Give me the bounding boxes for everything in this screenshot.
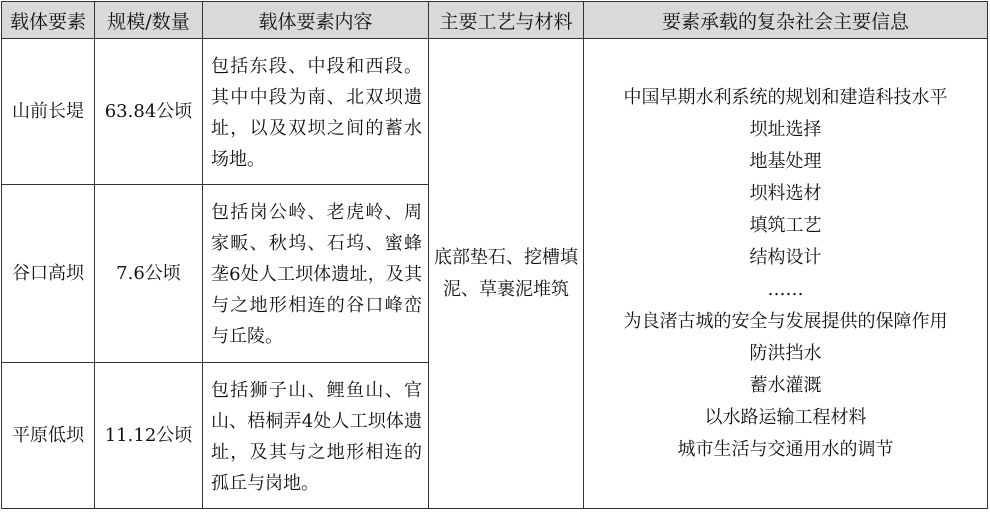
info-line: 填筑工艺: [749, 214, 822, 236]
heritage-elements-table: [1, 1, 988, 509]
header-carrier: 载体要素: [2, 2, 95, 39]
info-line: 中国早期水利系统的规划和建造科技水平: [623, 86, 948, 108]
content-cell: 包括东段、中段和西段。其中中段为南、北双坝遗址，以及双坝之间的蓄水场地。: [203, 39, 429, 185]
carrier-cell: 山前长堤: [2, 39, 95, 185]
carrier-cell: 平原低坝: [2, 363, 95, 509]
info-cell: [584, 39, 988, 509]
table-row: [2, 39, 988, 185]
content-cell: 包括狮子山、鲤鱼山、官山、梧桐弄4处人工坝体遗址，及其与之地形相连的孤丘与岗地。: [203, 363, 429, 509]
table-header-row: [2, 2, 988, 39]
info-line: 城市生活与交通用水的调节: [677, 438, 894, 460]
header-info: 要素承载的复杂社会主要信息: [584, 2, 988, 39]
info-line: 坝料选材: [749, 182, 822, 204]
info-line: 蓄水灌溉: [749, 374, 822, 396]
info-line: 防洪挡水: [749, 342, 822, 364]
info-line: 结构设计: [749, 246, 822, 268]
header-scale: 规模/数量: [95, 2, 203, 39]
header-craft: 主要工艺与材料: [429, 2, 584, 39]
info-line: 为良渚古城的安全与发展提供的保障作用: [623, 310, 948, 332]
info-line: 以水路运输工程材料: [704, 406, 867, 428]
carrier-cell: 谷口高坝: [2, 185, 95, 363]
scale-cell: 11.12公顷: [95, 363, 203, 509]
scale-cell: 63.84公顷: [95, 39, 203, 185]
header-content: 载体要素内容: [203, 2, 429, 39]
info-line: ……: [767, 278, 804, 300]
craft-cell: 底部垫石、挖槽填泥、草裹泥堆筑: [429, 39, 584, 509]
scale-cell: 7.6公顷: [95, 185, 203, 363]
info-line: 地基处理: [749, 150, 822, 172]
info-line: 坝址选择: [749, 118, 822, 140]
content-cell: 包括岗公岭、老虎岭、周家畈、秋坞、石坞、蜜蜂垄6处人工坝体遗址，及其与之地形相连的谷口峰峦与丘陵。: [203, 185, 429, 363]
